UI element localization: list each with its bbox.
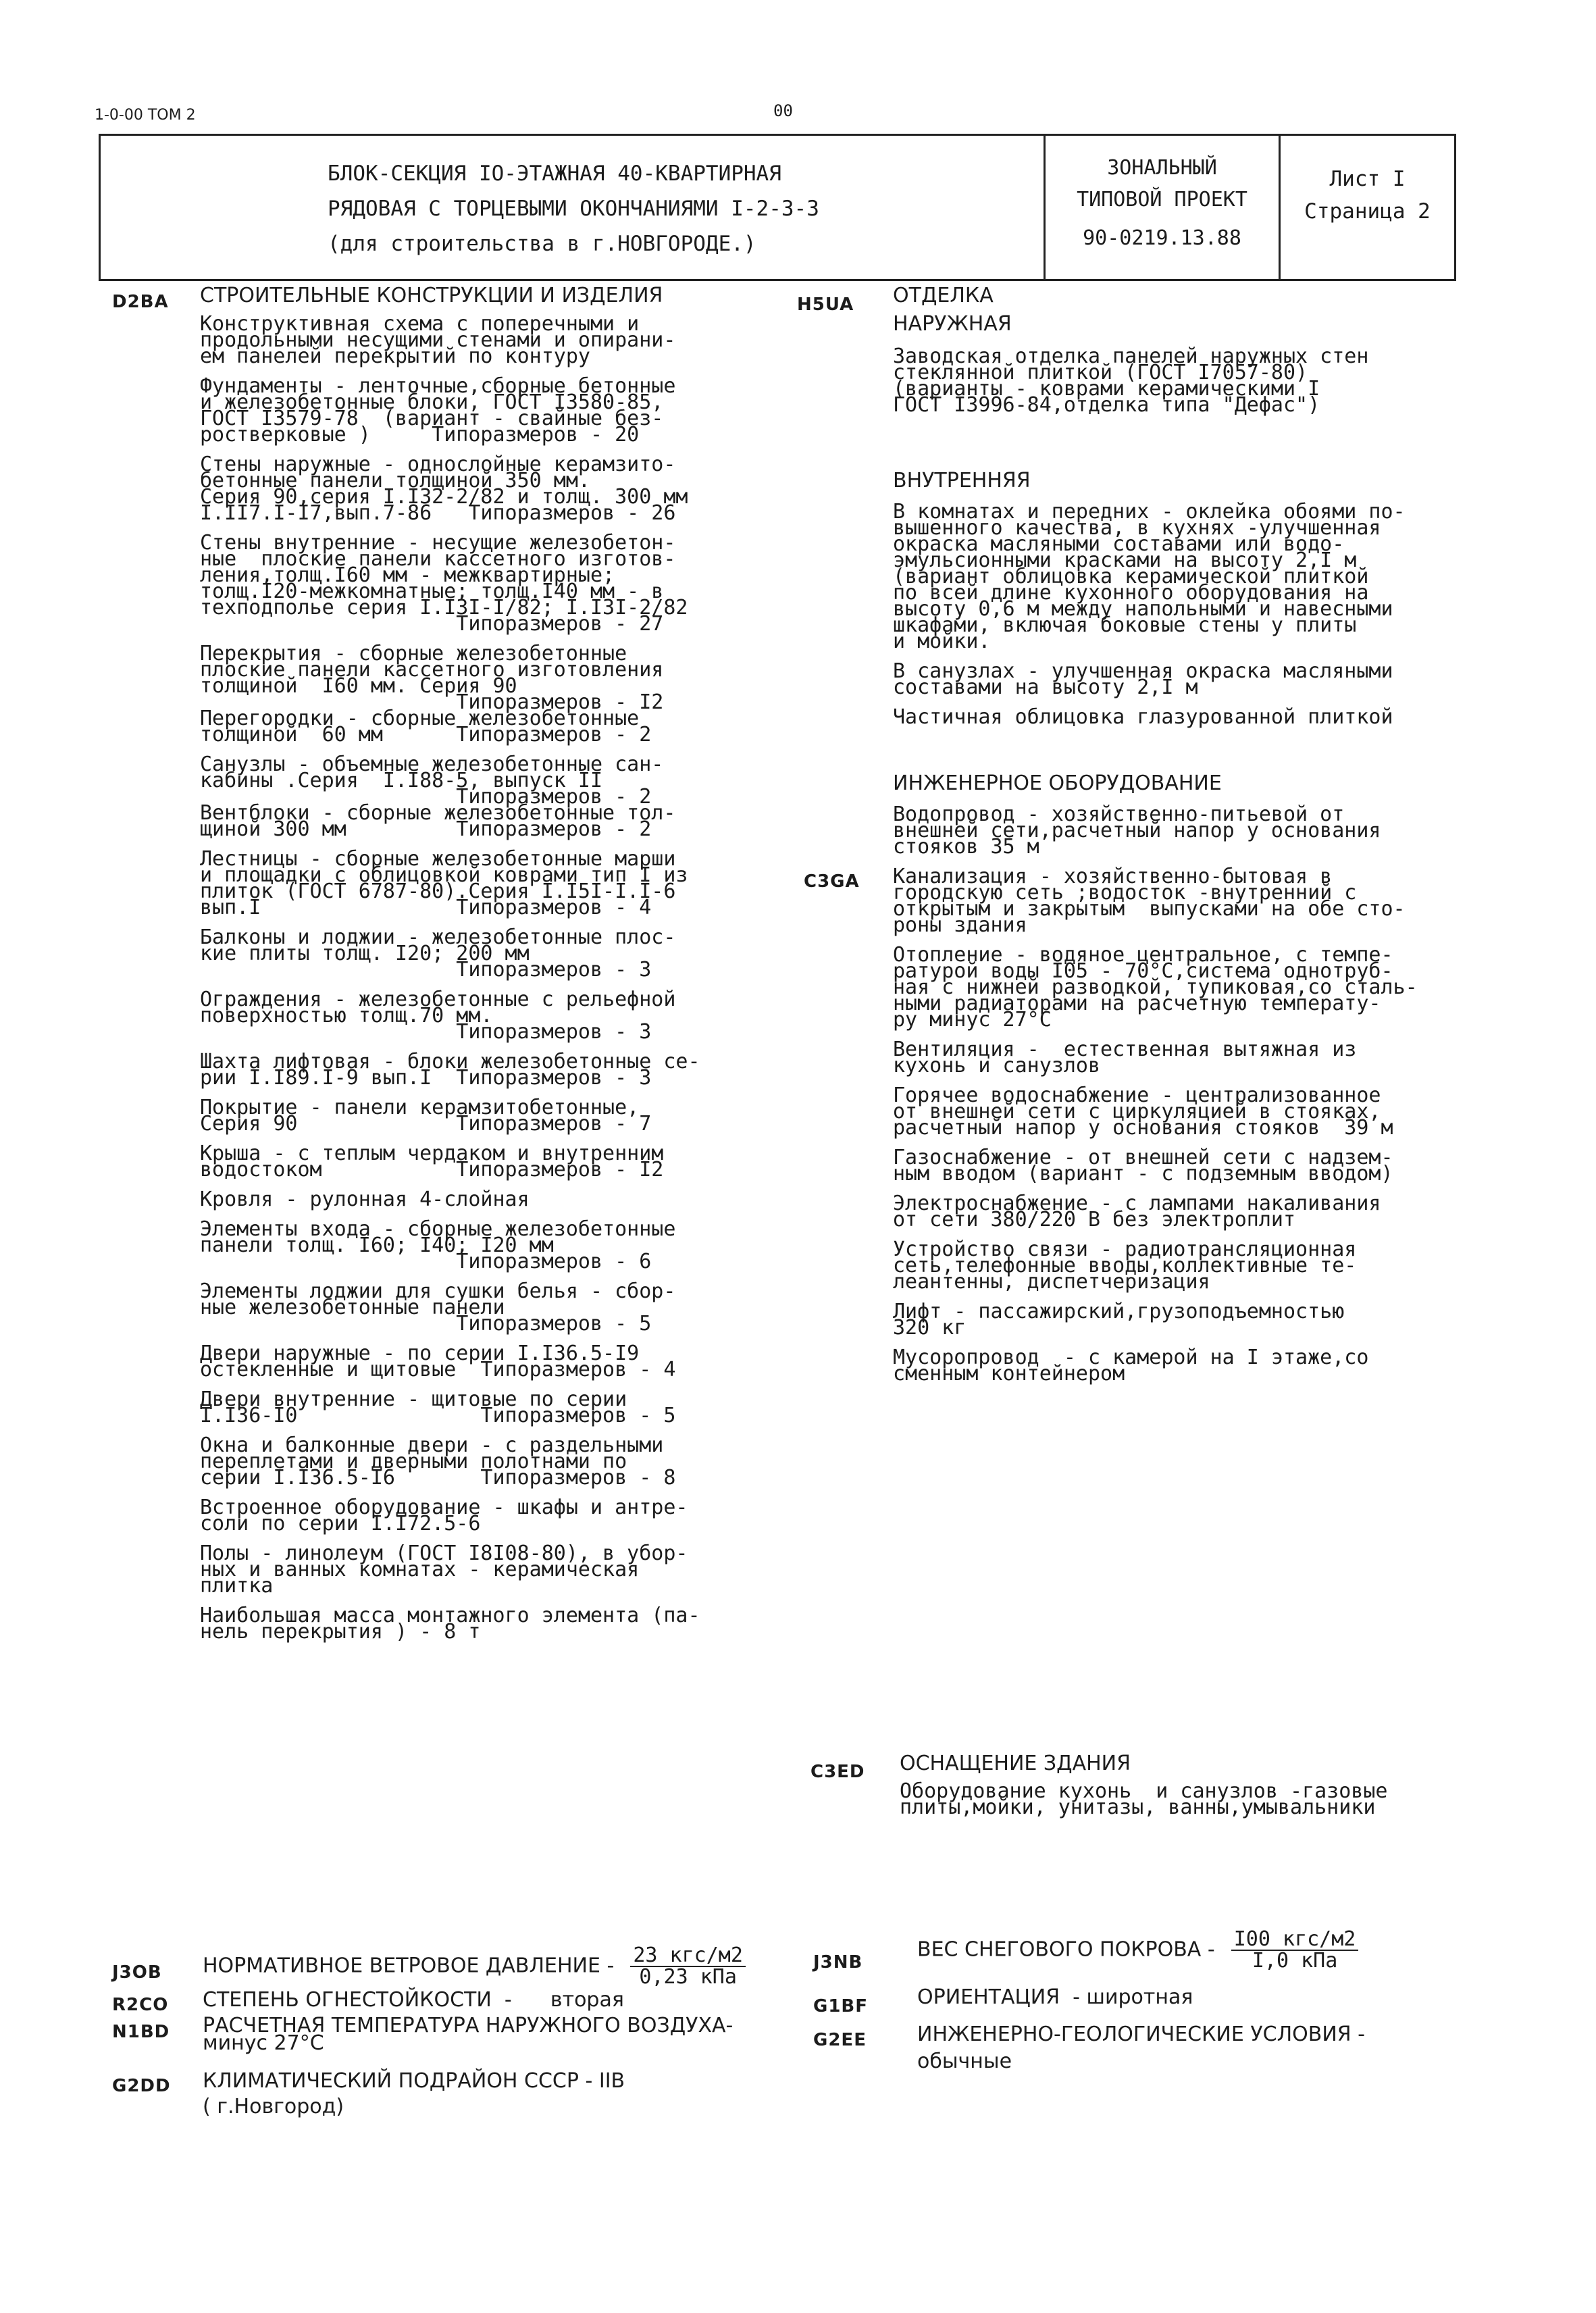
- section-heading: ОТДЕЛКА: [893, 284, 994, 307]
- project-number: 90-0219.13.88: [1083, 226, 1241, 250]
- classifier-code: D2BA: [112, 292, 169, 312]
- classifier-code: N1BD: [112, 2022, 170, 2042]
- paragraph: Полы - линолеум (ГОСТ I8I08-80), в убор- ных и ванных комнатах - керамическая плитка: [200, 1542, 688, 1598]
- paragraph: Кровля - рулонная 4-слойная: [200, 1188, 530, 1211]
- wind-value-kgf: 23 кгс/м2: [630, 1946, 746, 1967]
- paragraph: Водопровод - хозяйственно-питьевой от внешней сети,расчетный напор у основания стояков 35 м: [893, 803, 1381, 859]
- project-cell: [1046, 136, 1281, 279]
- paragraph: В санузлах - улучшенная окраска масляными составами на высоту 2,I м: [893, 659, 1393, 699]
- snow-load: [917, 1929, 1358, 1971]
- paragraph: Элементы входа - сборные железобетонные панели толщ. I60; I40; I20 мм Типоразмеров - 6: [200, 1217, 676, 1273]
- snow-value-kpa: I,0 кПа: [1252, 1949, 1338, 1973]
- paragraph: Устройство связи - радиотрансляционная сеть,телефонные вводы,коллективные те- леантенны, диспетчеризация: [893, 1238, 1357, 1294]
- paragraph: Канализация - хозяйственно-бытовая в городскую сеть ;водосток -внутренний с открытым и закрытым выпусками на обе сто- роны здания: [893, 865, 1406, 937]
- section-heading: СТРОИТЕЛЬНЫЕ КОНСТРУКЦИИ И ИЗДЕЛИЯ: [200, 284, 663, 307]
- paragraph: Заводская отделка панелей наружных стен стеклянной плиткой (ГОСТ I7057-80) (варианты - коврами керамическими I ГОСТ I3996-84,отделка типа "Дефас"): [893, 345, 1369, 417]
- paragraph: Вентиляция - естественная вытяжная из кухонь и санузлов: [893, 1038, 1357, 1077]
- subheading: НАРУЖНАЯ: [893, 312, 1012, 336]
- sheet-number: Лист I: [1329, 167, 1406, 191]
- paragraph: Стены наружные - однослойные керамзито- бетонные панели толщиной 350 мм. Серия 90,серия I.I32-2/82 и толщ. 300 мм I.II7.I-I7,вып.7-86 Типоразмеров - 26: [200, 453, 688, 525]
- section-heading: ИНЖЕНЕРНОЕ ОБОРУДОВАНИЕ: [893, 771, 1222, 795]
- subheading: ВНУТРЕННЯЯ: [893, 469, 1031, 492]
- paragraph: Оборудование кухонь и санузлов -газовые плиты,мойки, унитазы, ванны,умывальники: [900, 1779, 1388, 1819]
- classifier-code: C3GA: [804, 871, 860, 892]
- paragraph: Отопление - водяное центральное, с темпе- ратурой воды I05 - 70°С,система однотруб- ная с нижней разводкой, тупиковая,со сталь- ными радиаторами на расчетную температу- ру минус 27°С: [893, 943, 1418, 1032]
- paragraph: Ограждения - железобетонные с рельефной поверхностью толщ.70 мм. Типоразмеров - 3: [200, 988, 676, 1044]
- paragraph: Балконы и лоджии - железобетонные плос- кие плиты толщ. I20; 200 мм Типоразмеров - 3: [200, 925, 676, 982]
- classifier-code: J3OB: [112, 1962, 162, 1983]
- section-heading: ОСНАЩЕНИЕ ЗДАНИЯ: [900, 1752, 1131, 1775]
- classifier-code: C3ED: [810, 1762, 865, 1782]
- paragraph: Лифт - пассажирский,грузоподъемностью 320 кг: [893, 1300, 1345, 1340]
- right-column: [893, 284, 1474, 1386]
- fire-resistance: СТЕПЕНЬ ОГНЕСТОЙКОСТИ - вторая: [203, 1988, 624, 2012]
- paragraph: Встроенное оборудование - шкафы и антре- соли по серии I.I72.5-6: [200, 1496, 688, 1535]
- climate-subregion: КЛИМАТИЧЕСКИЙ ПОДРАЙОН СССР - IIВ ( г.Новгород): [203, 2069, 625, 2118]
- classifier-code: J3NB: [813, 1952, 863, 1973]
- classifier-code: R2CO: [112, 1995, 169, 2015]
- paragraph: Двери внутренние - щитовые по серии I.I36-I0 Типоразмеров - 5: [200, 1388, 676, 1427]
- paragraph: Окна и балконные двери - с раздельными переплетами и дверными полотнами по серии I.I36.5-I6 Типоразмеров - 8: [200, 1433, 676, 1490]
- left-column: [200, 284, 794, 1644]
- wind-value-kpa: 0,23 кПа: [639, 1965, 737, 1989]
- paragraph: Горячее водоснабжение - централизованное от внешней сети с циркуляцией в стояках, расчетный напор у основания стояков 39 м: [893, 1084, 1393, 1140]
- outdoor-temperature: РАСЧЕТНАЯ ТЕМПЕРАТУРА НАРУЖНОГО ВОЗДУХА- минус 27°С: [203, 2014, 733, 2055]
- wind-pressure: [203, 1943, 746, 1989]
- wind-fraction: [630, 1943, 746, 1989]
- classifier-code: G2DD: [112, 2076, 171, 2096]
- page-number: 00: [773, 101, 793, 120]
- paragraph: Мусоропровод - с камерой на I этаже,со сменным контейнером: [893, 1346, 1369, 1386]
- paragraph: Шахта лифтовая - блоки железобетонные се- рии I.I89.I-9 вып.I Типоразмеров - 3: [200, 1050, 700, 1090]
- orientation: ОРИЕНТАЦИЯ - широтная: [917, 1985, 1193, 2009]
- snow-value-kgf: I00 кгс/м2: [1231, 1929, 1359, 1951]
- title-line-2: РЯДОВАЯ С ТОРЦЕВЫМИ ОКОНЧАНИЯМИ I-2-3-3: [328, 197, 819, 221]
- title-line-1: БЛОК-СЕКЦИЯ IO-ЭТАЖНАЯ 40-КВАРТИРНАЯ: [328, 161, 781, 186]
- paragraph: Стены внутренние - несущие железобетон- ные плоские панели кассетного изготов- ления,толщ.I60 мм - межквартирные; толщ.I20-межкомнатные; толщ.I40 мм - в техподполье серия I.I3I-I/82; I.I3I-2/82 Типоразмеров - 27: [200, 531, 688, 636]
- volume-code: 1-0-00 ТОМ 2: [95, 107, 196, 124]
- snow-fraction: [1231, 1929, 1359, 1971]
- paragraph: Газоснабжение - от внешней сети с надзем- ным вводом (вариант - с подземным вводом): [893, 1146, 1393, 1186]
- snow-label: ВЕС СНЕГОВОГО ПОКРОВА -: [917, 1937, 1215, 1962]
- paragraph: Крыша - с теплым чердаком и внутренним водостоком Типоразмеров - I2: [200, 1142, 664, 1181]
- document-title: [101, 136, 1046, 279]
- paragraph: Двери наружные - по серии I.I36.5-I9 остекленные и щитовые Типоразмеров - 4: [200, 1342, 676, 1381]
- project-line-2: ТИПОВОЙ ПРОЕКТ: [1077, 188, 1247, 211]
- sheet-cell: [1281, 136, 1454, 279]
- page-label: Страница 2: [1304, 199, 1431, 224]
- paragraph: В комнатах и передних - оклейка обоями по- вышенного качества, в кухнях -улучшенная окраска масляными составами или водо- эмульсионными красками на высоту 2,I м (вариант облицовка керамической плиткой по всей длине кухонного оборудования на высоту 0,6 м между напольными и навесными шкафами, включая боковые стены у плиты и мойки.: [893, 500, 1406, 653]
- classifier-code: G1BF: [813, 1996, 869, 2016]
- classifier-code: H5UA: [797, 295, 854, 315]
- paragraph: Электроснабжение - с лампами накаливания от сети 380/220 В без электроплит: [893, 1192, 1381, 1231]
- geological-conditions: ИНЖЕНЕРНО-ГЕОЛОГИЧЕСКИЕ УСЛОВИЯ - обычные: [917, 2023, 1365, 2073]
- paragraph: Конструктивная схема с поперечными и продольными несущими стенами и опирани- ем панелей перекрытий по контуру: [200, 312, 676, 368]
- paragraph: Перекрытия - сборные железобетонные плоские панели кассетного изготовления толщиной I60 мм. Серия 90 Типоразмеров - I2 Перегородки - сборные железобетонные толщиной 60 мм Типоразмеров - 2: [200, 642, 664, 746]
- wind-label: НОРМАТИВНОЕ ВЕТРОВОЕ ДАВЛЕНИЕ -: [203, 1954, 615, 1978]
- paragraph: Покрытие - панели керамзитобетонные, Серия 90 Типоразмеров - 7: [200, 1096, 652, 1136]
- paragraph: Фундаменты - ленточные,сборные бетонные и железобетонные блоки, ГОСТ I3580-85, ГОСТ I3579-78 (вариант - свайные без- ростверковые ) Типоразмеров - 20: [200, 374, 676, 447]
- paragraph: Наибольшая масса монтажного элемента (па- нель перекрытия ) - 8 т: [200, 1604, 700, 1644]
- paragraph: Санузлы - объемные железобетонные сан- кабины .Серия I.I88-5, выпуск II Типоразмеров - 2 Вентблоки - сборные железобетонные тол- щиной 300 мм Типоразмеров - 2: [200, 753, 676, 841]
- paragraph: Элементы лоджии для сушки белья - сбор- ные железобетонные панели Типоразмеров - 5: [200, 1279, 676, 1336]
- title-block: [99, 134, 1456, 281]
- paragraph: Частичная облицовка глазурованной плиткой: [893, 705, 1393, 729]
- project-line-1: ЗОНАЛЬНЫЙ: [1107, 156, 1217, 180]
- classifier-code: G2EE: [813, 2030, 867, 2050]
- title-line-3: (для строительства в г.НОВГОРОДЕ.): [328, 232, 756, 256]
- paragraph: Лестницы - сборные железобетонные марши и площадки с облицовкой коврами тип I из плиток (ГОСТ 6787-80).Серия I.I5I-I.I-6 вып.I Типоразмеров - 4: [200, 847, 688, 919]
